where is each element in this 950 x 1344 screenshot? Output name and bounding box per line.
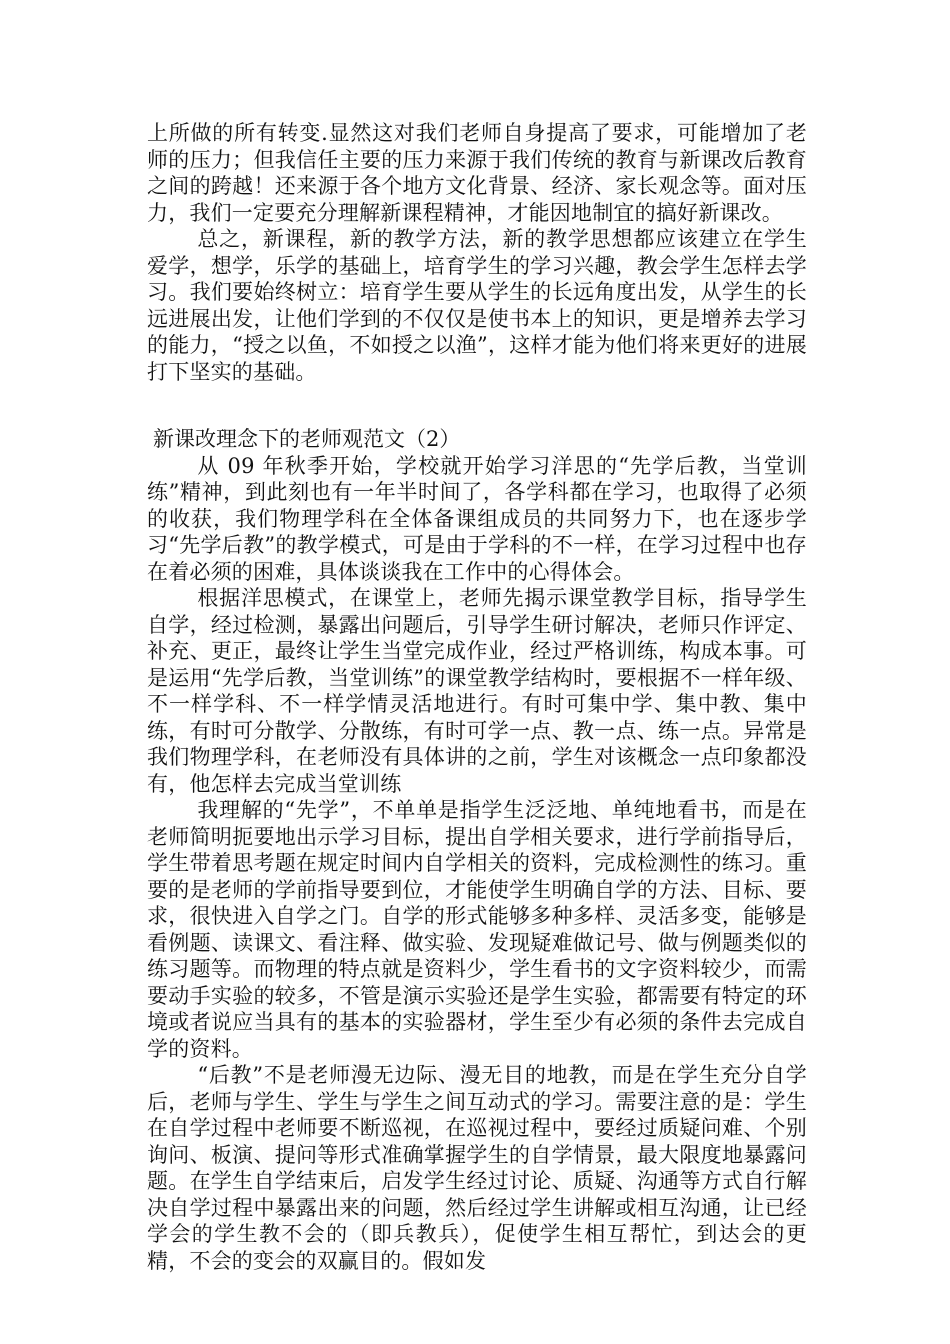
paragraph-2: 根据洋思模式，在课堂上，老师先揭示课堂教学目标，指导学生自学，经过检测，暴露出问题后，引导学生研讨解决，老师只作评定、补充、更正，最终让学生当堂完成作业，经过严格训练，构成本事。可是运用“先学后教，当堂训练”的课堂教学结构时，要根据不一样年级、不一样学科、不一样学情灵活地进行。有时可集中学、集中教、集中练，有时可分散学、分散练，有时可学一点、教一点、练一点。异常是我们物理学科，在老师没有具体讲的之前，学生对该概念一点印象都没有，他怎样去完成当堂训练 — [147, 586, 807, 796]
paragraph-4: “后教”不是老师漫无边际、漫无目的地教，而是在学生充分自学后，老师与学生、学生与学生之间互动式的学习。需要注意的是：学生在自学过程中老师要不断巡视，在巡视过程中，要经过质疑问难、个别询问、板演、提问等形式准确掌握学生的自学情景，最大限度地暴露问题。在学生自学结束后，启发学生经过讨论、质疑、沟通等方式自行解决自学过程中暴露出来的问题，然后经过学生讲解或相互沟通，让已经学会的学生教不会的（即兵教兵），促使学生相互帮忙，到达会的更精，不会的变会的双赢目的。假如发 — [147, 1063, 807, 1273]
paragraph-1: 从 09 年秋季开始，学校就开始学习洋思的“先学后教，当堂训练”精神，到此刻也有一年半时间了，各学科都在学习，也取得了必须的收获，我们物理学科在全体备课组成员的共同努力下，也在逐步学习“先学后教”的教学模式，可是由于学科的不一样，在学习过程中也存在着必须的困难，具体谈谈我在工作中的心得体会。 — [147, 453, 807, 584]
document-body — [147, 120, 807, 1274]
paragraph-3: 我理解的“先学”，不单单是指学生泛泛地、单纯地看书，而是在老师简明扼要地出示学习目标，提出自学相关要求，进行学前指导后，学生带着思考题在规定时间内自学相关的资料，完成检测性的练习。重要的是老师的学前指导要到位，才能使学生明确自学的方法、目标、要求，很快进入自学之门。自学的形式能够多种多样、灵活多变，能够是看例题、读课文、看注释、做实验、发现疑难做记号、做与例题类似的练习题等。而物理的特点就是资料少，学生看书的文字资料较少，而需要动手实验的较多，不管是演示实验还是学生实验，都需要有特定的环境或者说应当具有的基本的实验器材，学生至少有必须的条件去完成自学的资料。 — [147, 798, 807, 1061]
section-title: 新课改理念下的老师观范文（2） — [153, 427, 461, 451]
paragraph-continuation: 上所做的所有转变.显然这对我们老师自身提高了要求，可能增加了老师的压力；但我信任主要的压力来源于我们传统的教育与新课改后教育之间的跨越！还来源于各个地方文化背景、经济、家长观念等。面对压力，我们一定要充分理解新课程精神，才能因地制宜的搞好新课改。 — [147, 121, 807, 225]
paragraph-summary: 总之，新课程，新的教学方法，新的教学思想都应该建立在学生爱学，想学，乐学的基础上，培育学生的学习兴趣，教会学生怎样去学习。我们要始终树立：培育学生要从学生的长远角度出发，从学生的长远进展出发，让他们学到的不仅仅是使书本上的知识，更是增养去学习的能力，“授之以鱼，不如授之以渔”，这样才能为他们将来更好的进展打下坚实的基础。 — [147, 227, 807, 384]
